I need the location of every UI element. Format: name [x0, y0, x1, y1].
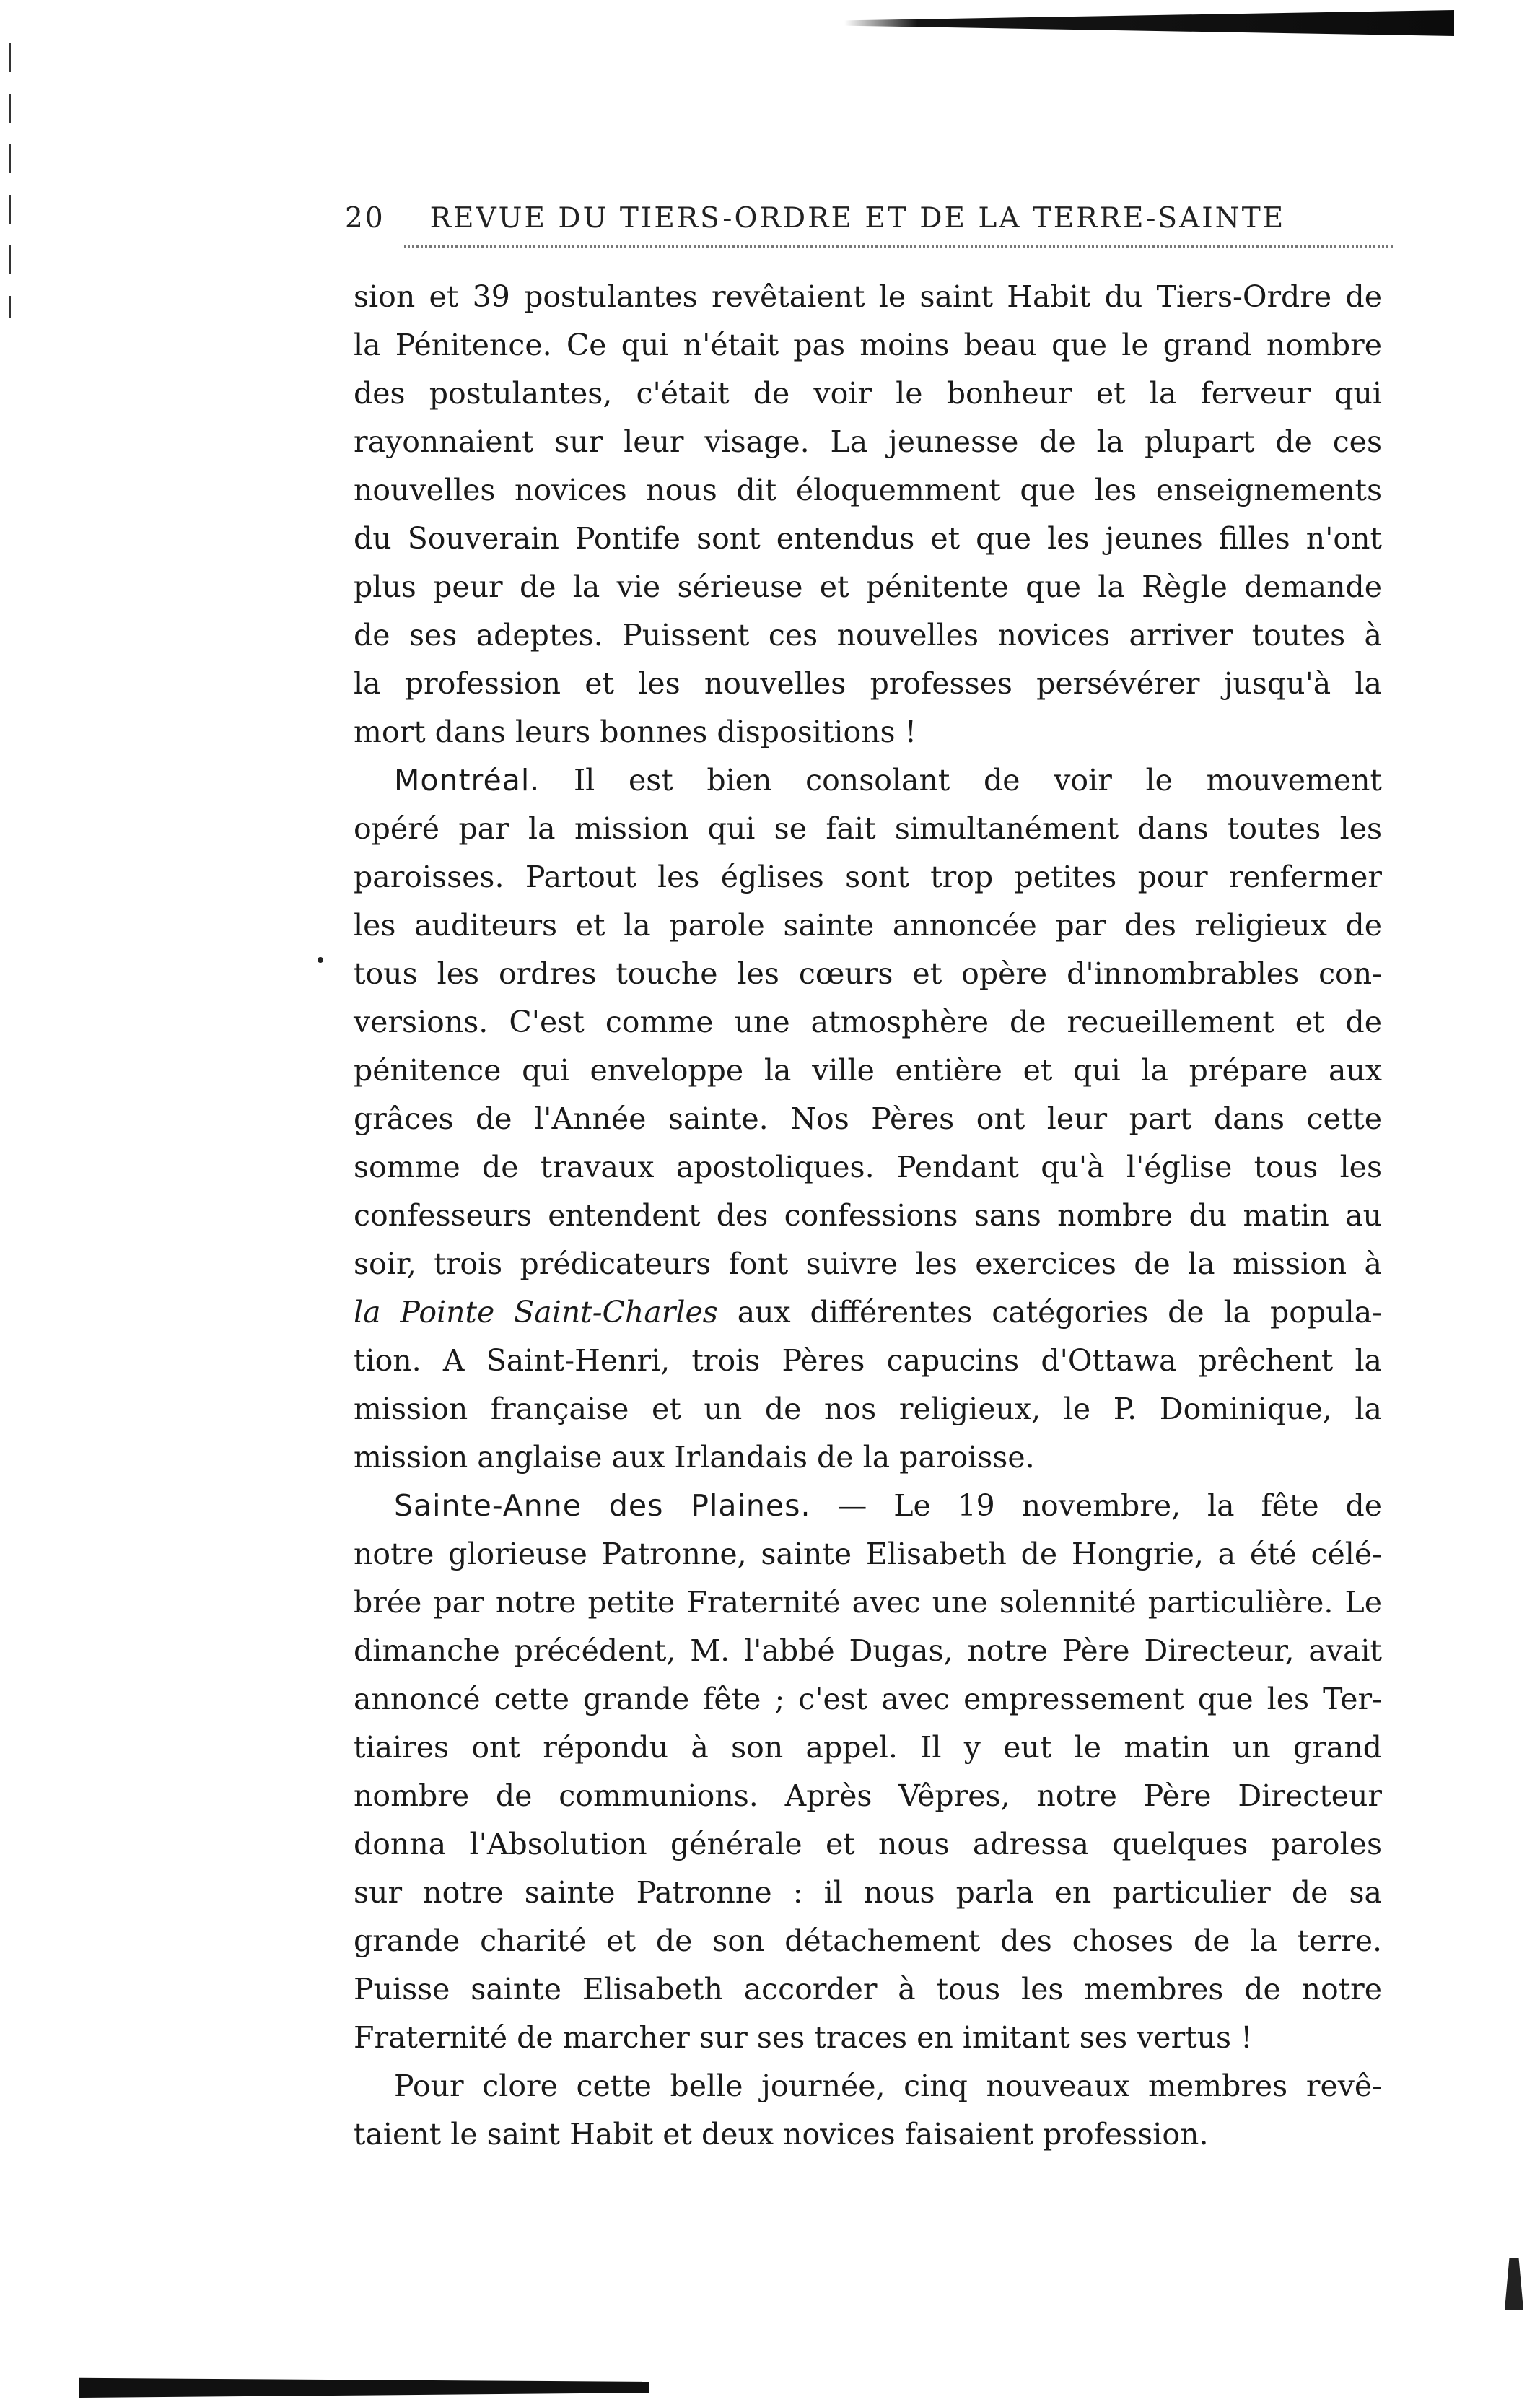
- text-line: [354, 1288, 1382, 1337]
- header-rule: [404, 245, 1393, 248]
- text-line: [354, 1482, 1382, 1530]
- text-line: soir, trois prédicateurs font suivre les exercices de la mission à: [354, 1246, 1382, 1281]
- running-header: [345, 202, 1384, 245]
- text-line: les auditeurs et la parole sainte annoncée par des religieux de: [354, 908, 1382, 943]
- margin-mark: [318, 957, 323, 963]
- text-line: tion. A Saint-Henri, trois Pères capucins d'Ottawa prêchent la: [354, 1343, 1382, 1378]
- text-line: grâces de l'Année sainte. Nos Pères ont leur part dans cette: [354, 1101, 1382, 1136]
- text-line: mission anglaise aux Irlandais de la paroisse.: [354, 1440, 1035, 1475]
- text-line: mort dans leurs bonnes dispositions !: [354, 715, 917, 749]
- text-line: confesseurs entendent des confessions sans nombre du matin au: [354, 1198, 1382, 1233]
- text-fragment: Il est bien consolant de voir le mouvement: [573, 763, 1382, 798]
- paragraph-sainte-anne: [354, 1482, 1382, 2062]
- text-line: de ses adeptes. Puissent ces nouvelles novices arriver toutes à: [354, 618, 1382, 652]
- text-line: Puisse sainte Elisabeth accorder à tous les membres de notre: [354, 1972, 1382, 2006]
- text-line: tiaires ont répondu à son appel. Il y eut le matin un grand: [354, 1730, 1382, 1765]
- text-line: paroisses. Partout les églises sont trop petites pour renfermer: [354, 860, 1382, 894]
- scan-edge-marks: [9, 43, 11, 318]
- text-line: grande charité et de son détachement des choses de la terre.: [354, 1923, 1382, 1958]
- text-line: dimanche précédent, M. l'abbé Dugas, notre Père Directeur, avait: [354, 1633, 1382, 1668]
- text-line: [354, 756, 1382, 805]
- text-fragment: aux différentes catégories de la popula-: [737, 1295, 1382, 1329]
- body-text: [354, 273, 1382, 2159]
- text-line: sion et 39 postulantes revêtaient le saint Habit du Tiers-Ordre de: [354, 279, 1382, 314]
- text-line: tous les ordres touche les cœurs et opère d'innombrables con-: [354, 956, 1382, 991]
- scan-artifact-mark: [1505, 2223, 1523, 2310]
- running-title: REVUE DU TIERS-ORDRE ET DE LA TERRE-SAINTE: [429, 202, 1286, 235]
- section-lead-sainte-anne: Sainte-Anne des Plaines.: [394, 1488, 811, 1523]
- text-line: brée par notre petite Fraternité avec une solennité particulière. Le: [354, 1585, 1382, 1620]
- text-fragment: — Le 19 novembre, la fête de: [837, 1488, 1382, 1523]
- scan-border-bottom: [79, 2373, 649, 2398]
- text-line: pénitence qui enveloppe la ville entière et qui la prépare aux: [354, 1053, 1382, 1088]
- place-name-italic: la Pointe Saint-Charles: [354, 1295, 718, 1329]
- text-line: rayonnaient sur leur visage. La jeunesse de la plupart de ces: [354, 424, 1382, 459]
- text-line: taient le saint Habit et deux novices faisaient profession.: [354, 2117, 1209, 2152]
- text-line: Fraternité de marcher sur ses traces en imitant ses vertus !: [354, 2020, 1253, 2055]
- text-line: notre glorieuse Patronne, sainte Elisabeth de Hongrie, a été célé-: [354, 1537, 1382, 1571]
- text-line: du Souverain Pontife sont entendus et que les jeunes filles n'ont: [354, 521, 1382, 556]
- text-line: nombre de communions. Après Vêpres, notre Père Directeur: [354, 1778, 1382, 1813]
- text-line: annoncé cette grande fête ; c'est avec empressement que les Ter-: [354, 1682, 1382, 1716]
- text-line: versions. C'est comme une atmosphère de recueillement et de: [354, 1005, 1382, 1039]
- text-line: Pour clore cette belle journée, cinq nouveaux membres revê-: [394, 2069, 1382, 2103]
- text-line: mission française et un de nos religieux, le P. Dominique, la: [354, 1392, 1382, 1426]
- text-line: nouvelles novices nous dit éloquemment que les enseignements: [354, 473, 1382, 507]
- text-line: la profession et les nouvelles professes persévérer jusqu'à la: [354, 666, 1382, 701]
- text-line: somme de travaux apostoliques. Pendant qu'à l'église tous les: [354, 1150, 1382, 1184]
- paragraph-continuation: [354, 273, 1382, 756]
- section-lead-montreal: Montréal.: [394, 763, 541, 798]
- text-line: la Pénitence. Ce qui n'était pas moins beau que le grand nombre: [354, 328, 1382, 362]
- text-line: des postulantes, c'était de voir le bonheur et la ferveur qui: [354, 376, 1382, 411]
- scan-border-top: [844, 10, 1454, 36]
- text-line: donna l'Absolution générale et nous adressa quelques paroles: [354, 1827, 1382, 1861]
- text-line: opéré par la mission qui se fait simultanément dans toutes les: [354, 811, 1382, 846]
- text-line: plus peur de la vie sérieuse et pénitente que la Règle demande: [354, 569, 1382, 604]
- paragraph-closing: [354, 2062, 1382, 2159]
- paragraph-montreal: [354, 756, 1382, 1482]
- page-number: 20: [345, 202, 385, 235]
- text-line: sur notre sainte Patronne : il nous parla en particulier de sa: [354, 1875, 1382, 1910]
